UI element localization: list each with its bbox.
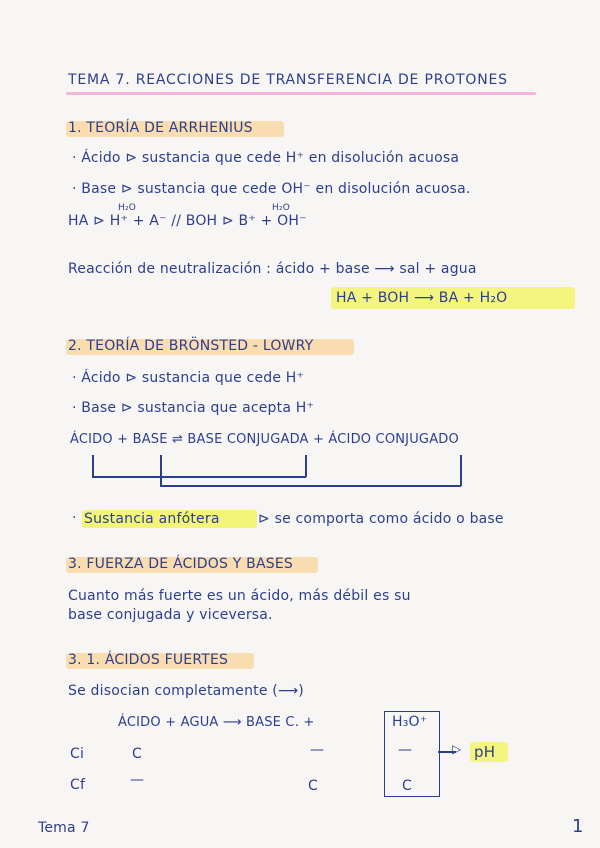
equation-over-label: H₂O	[118, 203, 137, 213]
table-cell: C	[132, 746, 142, 762]
footer-topic: Tema 7	[38, 820, 90, 836]
bronsted-base-definition: · Base ⊳ sustancia que acepta H⁺	[72, 400, 315, 416]
pair-bracket	[92, 455, 94, 477]
page-number: 1	[572, 816, 584, 837]
section-heading-arrhenius: 1. TEORÍA DE ARRHENIUS	[68, 120, 253, 136]
ph-label: pH	[474, 743, 496, 761]
dissociation-equation: ÁCIDO + AGUA ⟶ BASE C. +	[118, 715, 315, 730]
section-heading-bronsted: 2. TEORÍA DE BRÖNSTED - LOWRY	[68, 338, 314, 354]
arrhenius-acid-definition: · Ácido ⊳ sustancia que cede H⁺ en disolución acuosa	[72, 150, 460, 166]
table-cell: C	[308, 778, 318, 794]
arrhenius-equations: HA ⊳ H⁺ + A⁻ // BOH ⊳ B⁺ + OH⁻	[68, 213, 307, 229]
section-heading-strong-acids: 3. 1. ÁCIDOS FUERTES	[68, 652, 229, 668]
bronsted-equation: ÁCIDO + BASE ⇌ BASE CONJUGADA + ÁCIDO CONJUGADO	[70, 432, 459, 447]
bronsted-acid-definition: · Ácido ⊳ sustancia que cede H⁺	[72, 370, 305, 386]
neutralization-equation: HA + BOH ⟶ BA + H₂O	[336, 290, 508, 306]
strength-text-line1: Cuanto más fuerte es un ácido, más débil es su	[68, 588, 411, 604]
arrow-head-icon: ▷	[452, 742, 462, 756]
table-cell: —	[398, 742, 413, 758]
table-cell: —	[130, 772, 145, 788]
pair-bracket	[460, 455, 462, 486]
equation-over-label: H₂O	[272, 203, 291, 213]
table-cell: —	[310, 742, 325, 758]
arrhenius-base-definition: · Base ⊳ sustancia que cede OH⁻ en disolución acuosa.	[72, 181, 471, 197]
pair-bracket	[305, 455, 307, 477]
section-heading-strength: 3. FUERZA DE ÁCIDOS Y BASES	[68, 556, 293, 572]
h3o-label: H₃O⁺	[392, 714, 428, 730]
pair-bracket	[92, 476, 306, 478]
amphoteric-term: Sustancia anfótera	[84, 511, 220, 527]
row-label-final: Cf	[70, 777, 86, 793]
pair-bracket	[160, 455, 162, 486]
bullet: ·	[72, 510, 77, 526]
strength-text-line2: base conjugada y viceversa.	[68, 607, 273, 623]
amphoteric-definition: ⊳ se comporta como ácido o base	[258, 511, 504, 527]
row-label-initial: Ci	[70, 746, 85, 762]
neutralization-definition: Reacción de neutralización : ácido + base ⟶ sal + agua	[68, 261, 477, 277]
title-underline	[66, 92, 536, 95]
pair-bracket	[160, 485, 461, 487]
page-title: TEMA 7. REACCIONES DE TRANSFERENCIA DE PROTONES	[68, 72, 508, 88]
table-cell: C	[402, 778, 412, 794]
strong-acids-text: Se disocian completamente (⟶)	[68, 683, 304, 699]
